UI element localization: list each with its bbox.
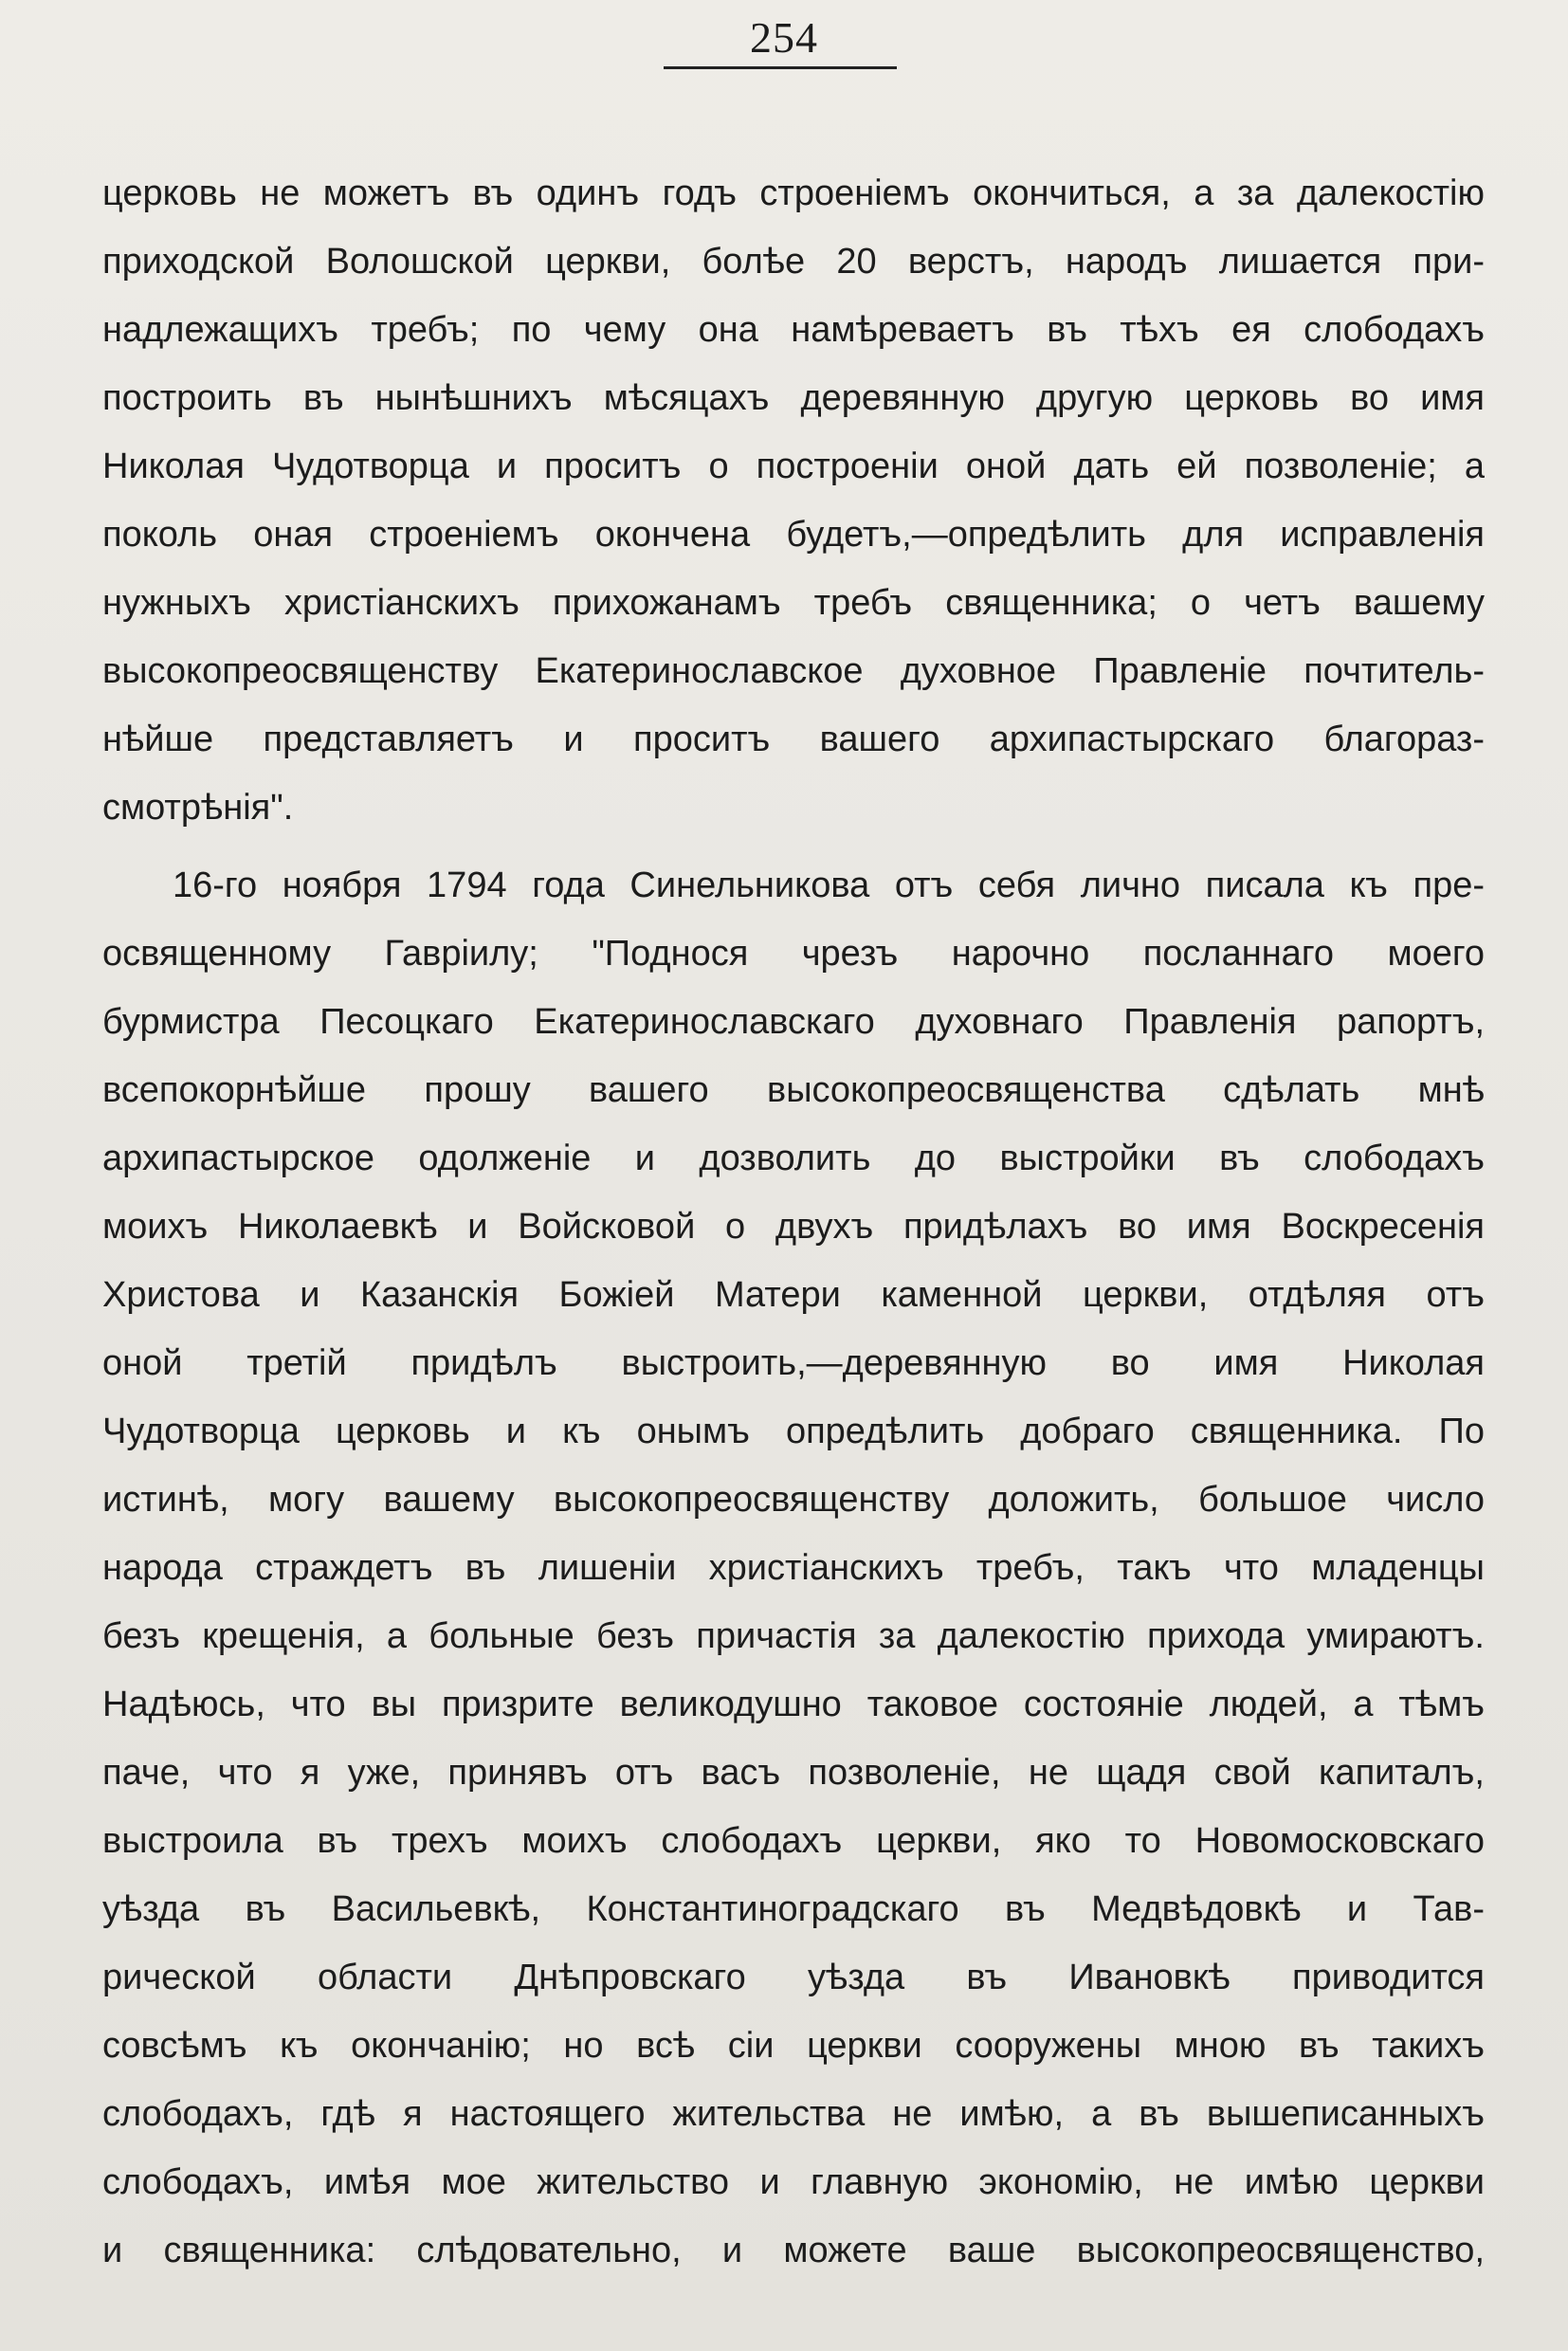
- text-line: рической области Днѣпровскаго уѣзда въ Ивановкѣ приводится: [102, 1958, 1485, 1997]
- text-line: и священника: слѣдовательно, и можете ваше высокопреосвященство,: [102, 2231, 1485, 2270]
- text-line: освященному Гавріилу; "Поднося чрезъ нарочно посланнаго моего: [102, 934, 1485, 974]
- text-line: бурмистра Песоцкаго Екатеринославскаго духовнаго Правленія рапортъ,: [102, 1002, 1485, 1042]
- text-line: выстроила въ трехъ моихъ слободахъ церкви, яко то Новомосковскаго: [102, 1821, 1485, 1861]
- text-line: Христова и Казанскія Божіей Матери каменной церкви, отдѣляя отъ: [102, 1275, 1485, 1315]
- text-line: моихъ Николаевкѣ и Войсковой о двухъ придѣлахъ во имя Воскресенія: [102, 1207, 1485, 1247]
- text-line: народа страждетъ въ лишеніи христіанскихъ требъ, такъ что младенцы: [102, 1548, 1485, 1588]
- page-body: [102, 159, 1485, 2285]
- text-line: Надѣюсь, что вы призрите великодушно таковое состояніе людей, а тѣмъ: [102, 1685, 1485, 1724]
- paragraph: [102, 159, 1485, 842]
- text-line: безъ крещенія, а больные безъ причастія за далекостію прихода умираютъ.: [102, 1616, 1485, 1656]
- text-line: Николая Чудотворца и проситъ о построеніи оной дать ей позволеніе; а: [102, 447, 1485, 486]
- text-line: совсѣмъ къ окончанію; но всѣ сіи церкви сооружены мною въ такихъ: [102, 2026, 1485, 2066]
- text-line: нѣйше представляетъ и проситъ вашего архипастырскаго благораз-: [102, 720, 1485, 759]
- text-line: истинѣ, могу вашему высокопреосвященству доложить, большое число: [102, 1480, 1485, 1520]
- text-line: поколь оная строеніемъ окончена будетъ,—опредѣлить для исправленія: [102, 515, 1485, 555]
- text-line: всепокорнѣйше прошу вашего высокопреосвященства сдѣлать мнѣ: [102, 1070, 1485, 1110]
- paragraph: [102, 851, 1485, 2285]
- text-line: слободахъ, имѣя мое жительство и главную экономію, не имѣю церкви: [102, 2162, 1485, 2202]
- text-line: Чудотворца церковь и къ онымъ опредѣлить добраго священника. По: [102, 1412, 1485, 1451]
- text-line: уѣзда въ Васильевкѣ, Константиноградскаго въ Медвѣдовкѣ и Тав-: [102, 1889, 1485, 1929]
- page-number-rule: [664, 66, 897, 69]
- text-line: паче, что я уже, принявъ отъ васъ позволеніе, не щадя свой капиталъ,: [102, 1753, 1485, 1793]
- text-line: построить въ нынѣшнихъ мѣсяцахъ деревянную другую церковь во имя: [102, 378, 1485, 418]
- text-line: надлежащихъ требъ; по чему она намѣреваетъ въ тѣхъ ея слободахъ: [102, 310, 1485, 350]
- text-line: приходской Волошской церкви, болѣе 20 верстъ, народъ лишается при-: [102, 242, 1485, 282]
- text-line: 16-го ноября 1794 года Синельникова отъ себя лично писала къ пре-: [173, 866, 1485, 905]
- text-line: оной третій придѣлъ выстроить,—деревянную во имя Николая: [102, 1343, 1485, 1383]
- text-line: смотрѣнія".: [102, 788, 294, 828]
- text-line: нужныхъ христіанскихъ прихожанамъ требъ священника; о четъ вашему: [102, 583, 1485, 623]
- text-line: церковь не можетъ въ одинъ годъ строеніемъ окончиться, а за далекостію: [102, 173, 1485, 213]
- text-line: высокопреосвященству Екатеринославское духовное Правленіе почтитель-: [102, 651, 1485, 691]
- text-line: слободахъ, гдѣ я настоящего жительства не имѣю, а въ вышеписанныхъ: [102, 2094, 1485, 2134]
- page-number: 254: [750, 13, 818, 62]
- text-line: архипастырское одолженіе и дозволить до выстройки въ слободахъ: [102, 1139, 1485, 1178]
